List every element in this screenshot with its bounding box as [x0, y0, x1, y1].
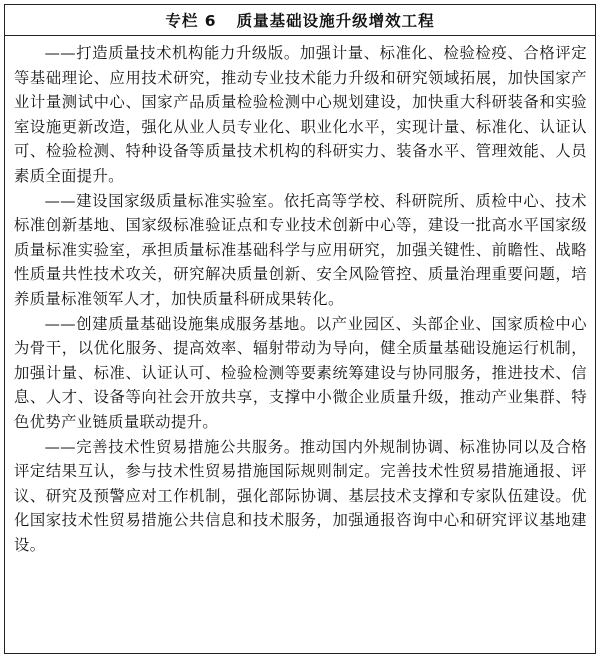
paragraph-standard-laboratories: ——建设国家级质量标准实验室。依托高等学校、科研院所、质检中心、技术标准创新基地、国家级标准验证点和专业技术创新中心等，建设一批高水平国家级质量标准实验室，承担质量标准基础科学与应用研究，加强关键性、前瞻性、战略性质量共性技术攻关，研究解决质量创新、安全风险管控、质量治理重要问题，培养质量标准领军人才，加快质量科研成果转化。	[14, 191, 587, 308]
column-content	[5, 36, 595, 557]
paragraph-integrated-service-bases: ——创建质量基础设施集成服务基地。以产业园区、头部企业、国家质检中心为骨干，以优化服务、提高效率、辐射带动为导向，健全质量基础设施运行机制，加强计量、标准、认证认可、检验检测等要素统筹建设与协同服务，推进技术、信息、人才、设备等向社会开放共享，支撑中小微企业质量升级，推动产业集群、特色优势产业链质量联动提升。	[14, 314, 587, 431]
column-heading: 质量基础设施升级增效工程	[236, 12, 435, 30]
column-number: 专栏 6	[165, 12, 217, 30]
column-box	[4, 4, 596, 654]
paragraph-trade-measures-service: ——完善技术性贸易措施公共服务。推动国内外规制协调、标准协同以及合格评定结果互认，参与技术性贸易措施国际规则制定。完善技术性贸易措施通报、评议、研究及预警应对工作机制，强化部际协调、基层技术支撑和专家队伍建设。优化国家技术性贸易措施公共信息和技术服务，加强通报咨询中心和研究评议基地建设。	[14, 437, 587, 554]
paragraph-quality-institutions: ——打造质量技术机构能力升级版。加强计量、标准化、检验检疫、合格评定等基础理论、应用技术研究，推动专业技术能力升级和研究领域拓展，加快国家产业计量测试中心、国家产品质量检验检测中心规划建设，加快重大科研装备和实验室设施更新改造，强化从业人员专业化、职业化水平，实现计量、标准化、认证认可、检验检测、特种设备等质量技术机构的科研实力、装备水平、管理效能、人员素质全面提升。	[14, 44, 587, 185]
column-title	[5, 5, 595, 36]
